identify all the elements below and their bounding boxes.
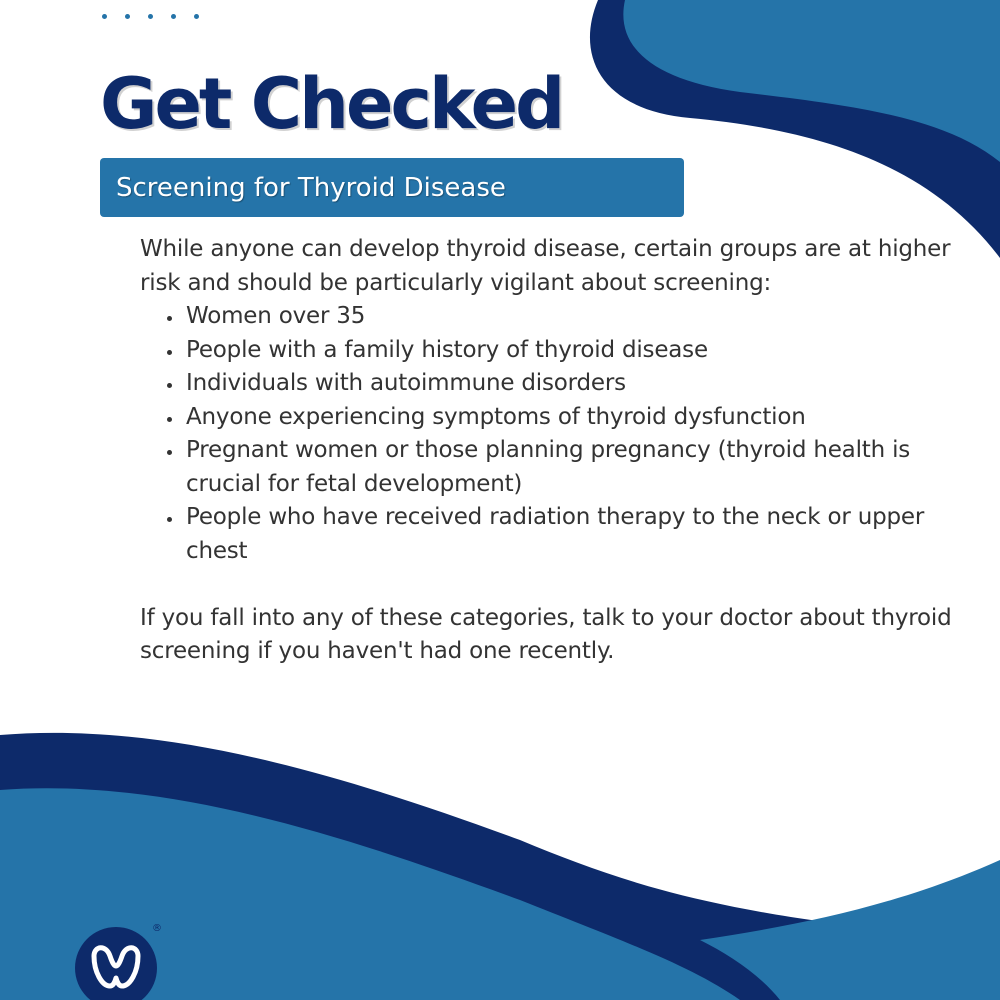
registered-mark: ® [152,923,162,934]
list-item: • People with a family history of thyroid disease [184,334,990,368]
dot [148,14,153,19]
dot [102,14,107,19]
thyroid-logo [72,920,160,1000]
dot [194,14,199,19]
dot [171,14,176,19]
subtitle-text: Screening for Thyroid Disease [116,172,506,203]
list-item: • People who have received radiation therapy to the neck or upper chest [184,501,990,568]
list-item: • Individuals with autoimmune disorders [184,367,990,401]
dot [125,14,130,19]
page-title: Get Checked [100,63,563,145]
list-item: • Anyone experiencing symptoms of thyroid dysfunction [184,401,990,435]
closing-paragraph: If you fall into any of these categories, talk to your doctor about thyroid screening if you haven't had one recently. [140,604,952,664]
decorative-dots [102,14,199,19]
risk-group-list [140,300,990,568]
list-item: • Women over 35 [184,300,990,334]
content-body [140,233,990,669]
subtitle-banner [100,158,684,217]
intro-paragraph: While anyone can develop thyroid disease, certain groups are at higher risk and should be particularly vigilant about screening: [140,236,951,296]
list-item: • Pregnant women or those planning pregnancy (thyroid health is crucial for fetal development) [184,434,990,501]
